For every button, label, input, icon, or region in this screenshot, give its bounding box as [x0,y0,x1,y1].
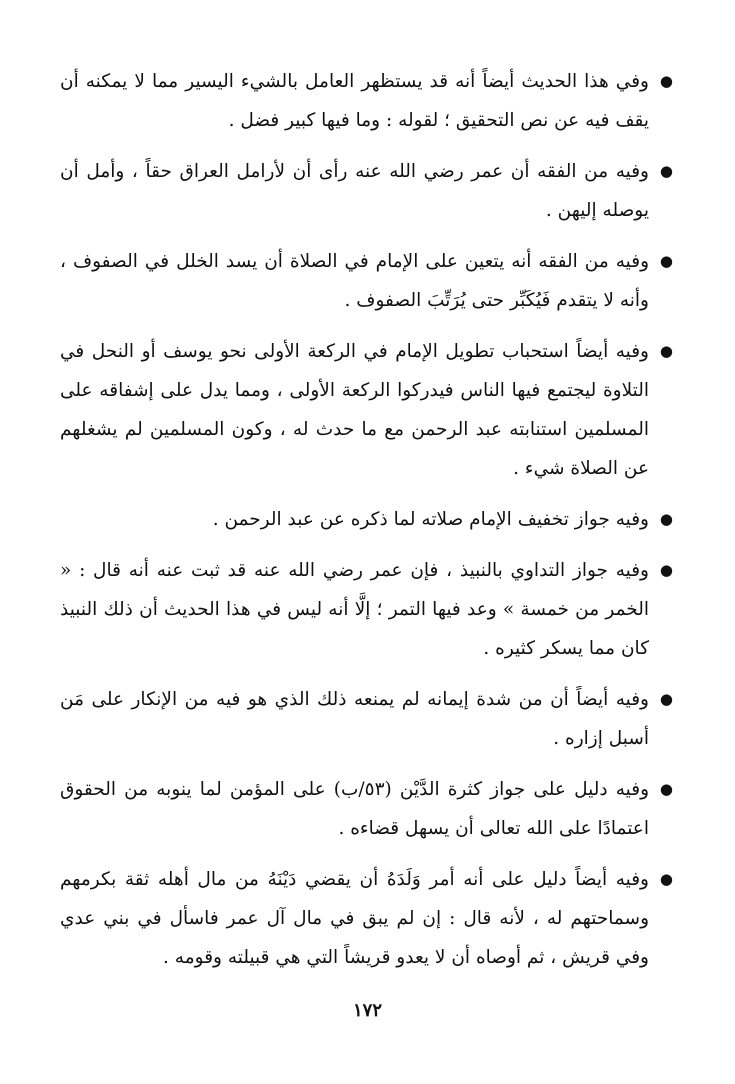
bullet-icon: ● [659,162,673,180]
paragraph-text: وفيه أيضاً استحباب تطويل الإمام في الركعة الأولى نحو يوسف أو النحل في التلاوة ليجتمع فيها الناس فيدركوا الركعة الأولى ، ومما يدل على إشفاقه على المسلمين استنابته عبد الرحمن مع ما حدث له ، وكون المسلمين لم يشغلهم عن الصلاة شيء . [60,341,649,479]
paragraph-text: وفيه أيضاً دليل على أنه أمر وَلَدَهُ أن يقضي دَيْنَهُ من مال أهله ثقة بكرمهم وسماحتهم له ، لأنه قال : إن لم يبق في مال آل عمر فاسأل في بني عدي وفي قريش ، ثم أوصاه أن لا يعدو قريشاً التي هي قبيلته وقومه . [60,869,649,968]
paragraph-text: وفيه من الفقه أنه يتعين على الإمام في الصلاة أن يسد الخلل في الصفوف ، وأنه لا يتقدم فَيُكَبِّر حتى يُرَتِّبَ الصفوف . [60,251,649,311]
paragraph-text: وفي هذا الحديث أيضاً أنه قد يستظهر العامل بالشيء اليسير مما لا يمكنه أن يقف فيه عن نص التحقيق ؛ لقوله : وما فيها كبير فضل . [60,71,649,131]
paragraph-8 [60,770,675,848]
bullet-icon: ● [659,342,673,360]
paragraph-1 [60,62,675,140]
paragraph-7 [60,680,675,758]
paragraph-text: وفيه دليل على جواز كثرة الدَّيْن (٥٣/ب) على المؤمن لما ينوبه من الحقوق اعتمادًا على الله تعالى أن يسهل قضاءه . [60,779,649,839]
page-number: ١٧٢ [352,1000,382,1021]
bullet-icon: ● [659,780,673,798]
bullet-icon: ● [659,561,673,579]
bullet-icon: ● [659,690,673,708]
paragraph-3 [60,242,675,320]
bullet-icon: ● [659,72,673,90]
paragraph-4 [60,332,675,488]
paragraph-text: وفيه جواز التداوي بالنبيذ ، فإن عمر رضي الله عنه قد ثبت عنه أنه قال : « الخمر من خمسة » وعد فيها التمر ؛ إلَّا أنه ليس في هذا الحديث أن ذلك النبيذ كان مما يسكر كثيره . [60,560,649,659]
paragraph-text: وفيه جواز تخفيف الإمام صلاته لما ذكره عن عبد الرحمن . [212,509,649,530]
paragraph-6 [60,551,675,668]
paragraph-9 [60,860,675,977]
paragraph-text: وفيه من الفقه أن عمر رضي الله عنه رأى أن لأرامل العراق حقاً ، وأمل أن يوصله إليهن . [60,161,649,221]
bullet-icon: ● [659,510,673,528]
paragraph-text: وفيه أيضاً أن من شدة إيمانه لم يمنعه ذلك الذي هو فيه من الإنكار على مَن أسبل إزاره . [60,689,649,749]
paragraph-2 [60,152,675,230]
bullet-icon: ● [659,252,673,270]
text-block [60,62,675,989]
bullet-icon: ● [659,870,673,888]
paragraph-5 [60,500,675,539]
